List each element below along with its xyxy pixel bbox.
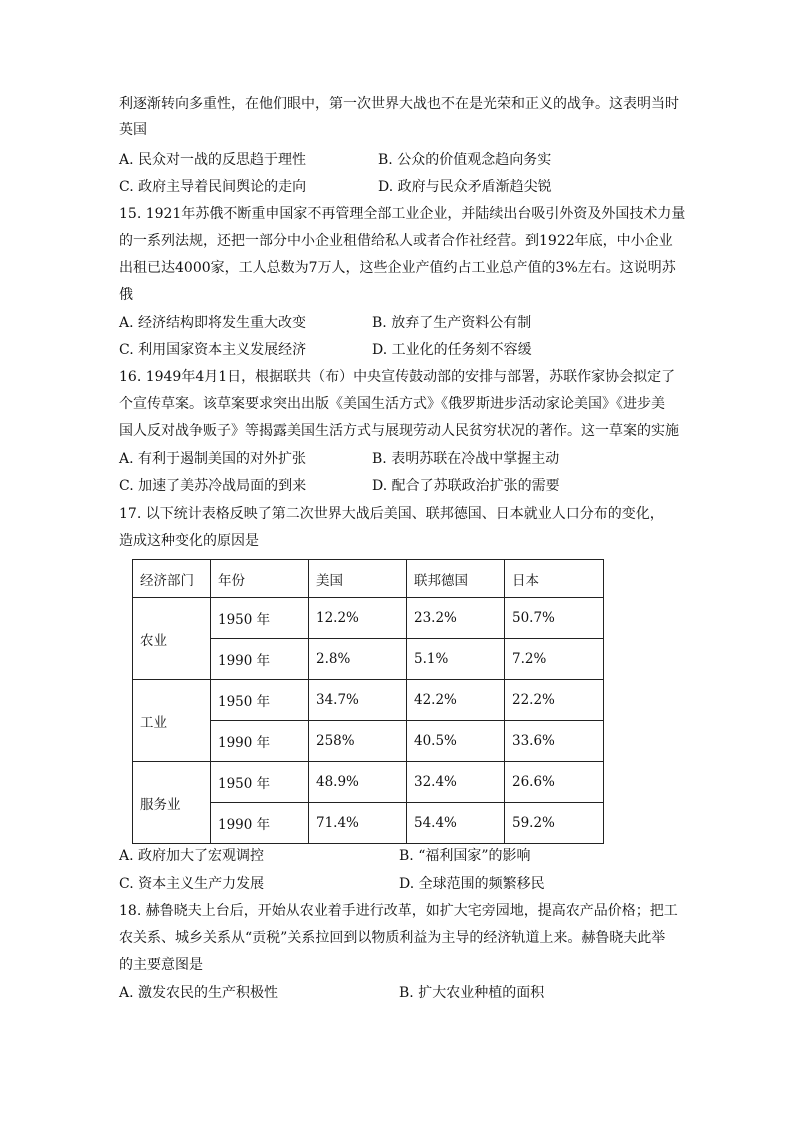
table-cell: 33.6% bbox=[505, 721, 604, 762]
question-17-text-line-2: 造成这种变化的原因是 bbox=[119, 533, 259, 549]
question-16-option-b: B. 表明苏联在冷战中掌握主动 bbox=[372, 451, 560, 467]
sector-cell: 工业 bbox=[133, 680, 211, 762]
table-cell: 12.2% bbox=[309, 598, 407, 639]
table-header-cell: 美国 bbox=[309, 560, 407, 598]
question-18-option-b: B. 扩大农业种植的面积 bbox=[399, 985, 545, 1001]
table-row bbox=[133, 762, 604, 803]
question-17-option-d: D. 全球范围的频繁移民 bbox=[399, 876, 545, 892]
table-cell: 5.1% bbox=[407, 639, 505, 680]
question-17-option-c: C. 资本主义生产力发展 bbox=[119, 876, 265, 892]
question-15-option-d: D. 工业化的任务刻不容缓 bbox=[372, 342, 532, 358]
question-17-text-line-1: 17. 以下统计表格反映了第二次世界大战后美国、联邦德国、日本就业人口分布的变化， bbox=[119, 506, 664, 522]
question-14-option-c: C. 政府主导着民间舆论的走向 bbox=[119, 179, 307, 195]
table-cell: 23.2% bbox=[407, 598, 505, 639]
question-15-option-b: B. 放弃了生产资料公有制 bbox=[372, 315, 532, 331]
table-cell: 22.2% bbox=[505, 680, 604, 721]
table-header-cell: 经济部门 bbox=[133, 560, 211, 598]
year-cell: 1950 年 bbox=[211, 598, 309, 639]
table-row bbox=[133, 598, 604, 639]
table-cell: 7.2% bbox=[505, 639, 604, 680]
question-16-option-d: D. 配合了苏联政治扩张的需要 bbox=[372, 478, 560, 494]
question-15-text-line-3: 出租已达4000家，工人总数为7万人，这些企业产值约占工业总产值的3%左右。这说明苏 bbox=[119, 260, 676, 276]
year-cell: 1990 年 bbox=[211, 639, 309, 680]
question-15-option-c: C. 利用国家资本主义发展经济 bbox=[119, 342, 307, 358]
table-cell: 34.7% bbox=[309, 680, 407, 721]
question-16-option-a: A. 有利于遏制美国的对外扩张 bbox=[119, 451, 307, 467]
table-header-row bbox=[133, 560, 604, 598]
table-cell: 54.4% bbox=[407, 803, 505, 844]
year-cell: 1950 年 bbox=[211, 680, 309, 721]
table-cell: 40.5% bbox=[407, 721, 505, 762]
question-15-text-line-1: 15. 1921年苏俄不断重申国家不再管理全部工业企业，并陆续出台吸引外资及外国技术力量 bbox=[119, 206, 686, 222]
table-header-cell: 联邦德国 bbox=[407, 560, 505, 598]
question-18-text-line-1: 18. 赫鲁晓夫上台后，开始从农业着手进行改革，如扩大宅旁园地，提高农产品价格；把工 bbox=[119, 903, 678, 919]
table-cell: 48.9% bbox=[309, 762, 407, 803]
table-header-cell: 日本 bbox=[505, 560, 604, 598]
question-16-text-line-1: 16. 1949年4月1日，根据联共（布）中央宣传鼓动部的安排与部署，苏联作家协会拟定了 bbox=[119, 369, 676, 385]
question-14-option-d: D. 政府与民众矛盾渐趋尖锐 bbox=[378, 179, 552, 195]
year-cell: 1950 年 bbox=[211, 762, 309, 803]
question-15-text-line-2: 的一系列法规，还把一部分中小企业租借给私人或者合作社经营。到1922年底，中小企业 bbox=[119, 233, 673, 249]
table-cell: 258% bbox=[309, 721, 407, 762]
table-cell: 71.4% bbox=[309, 803, 407, 844]
table-cell: 50.7% bbox=[505, 598, 604, 639]
table-cell: 59.2% bbox=[505, 803, 604, 844]
table-cell: 42.2% bbox=[407, 680, 505, 721]
question-18-option-a: A. 激发农民的生产积极性 bbox=[119, 985, 279, 1001]
sector-cell: 服务业 bbox=[133, 762, 211, 844]
question-14-option-b: B. 公众的价值观念趋向务实 bbox=[378, 152, 552, 168]
question-14-text-line-2: 英国 bbox=[119, 122, 147, 138]
year-cell: 1990 年 bbox=[211, 803, 309, 844]
question-15-option-a: A. 经济结构即将发生重大改变 bbox=[119, 315, 307, 331]
table-cell: 2.8% bbox=[309, 639, 407, 680]
employment-distribution-table bbox=[132, 559, 604, 844]
table-cell: 32.4% bbox=[407, 762, 505, 803]
question-15-text-line-4: 俄 bbox=[119, 287, 133, 303]
question-17-option-a: A. 政府加大了宏观调控 bbox=[119, 848, 265, 864]
table-header-cell: 年份 bbox=[211, 560, 309, 598]
table-row bbox=[133, 680, 604, 721]
question-17-option-b: B. “福利国家”的影响 bbox=[399, 848, 531, 864]
question-18-text-line-2: 农关系、城乡关系从“贡税”关系拉回到以物质利益为主导的经济轨道上来。赫鲁晓夫此举 bbox=[119, 930, 666, 946]
year-cell: 1990 年 bbox=[211, 721, 309, 762]
question-16-option-c: C. 加速了美苏冷战局面的到来 bbox=[119, 478, 307, 494]
question-16-text-line-2: 个宣传草案。该草案要求突出出版《美国生活方式》《俄罗斯进步活动家论美国》《进步美 bbox=[119, 396, 665, 412]
question-16-text-line-3: 国人反对战争贩子》等揭露美国生活方式与展现劳动人民贫穷状况的著作。这一草案的实施 bbox=[119, 423, 679, 439]
sector-cell: 农业 bbox=[133, 598, 211, 680]
question-14-text-line-1: 利逐渐转向多重性，在他们眼中，第一次世界大战也不在是光荣和正义的战争。这表明当时 bbox=[119, 96, 679, 112]
table-cell: 26.6% bbox=[505, 762, 604, 803]
question-18-text-line-3: 的主要意图是 bbox=[119, 957, 203, 973]
question-14-option-a: A. 民众对一战的反思趋于理性 bbox=[119, 152, 307, 168]
